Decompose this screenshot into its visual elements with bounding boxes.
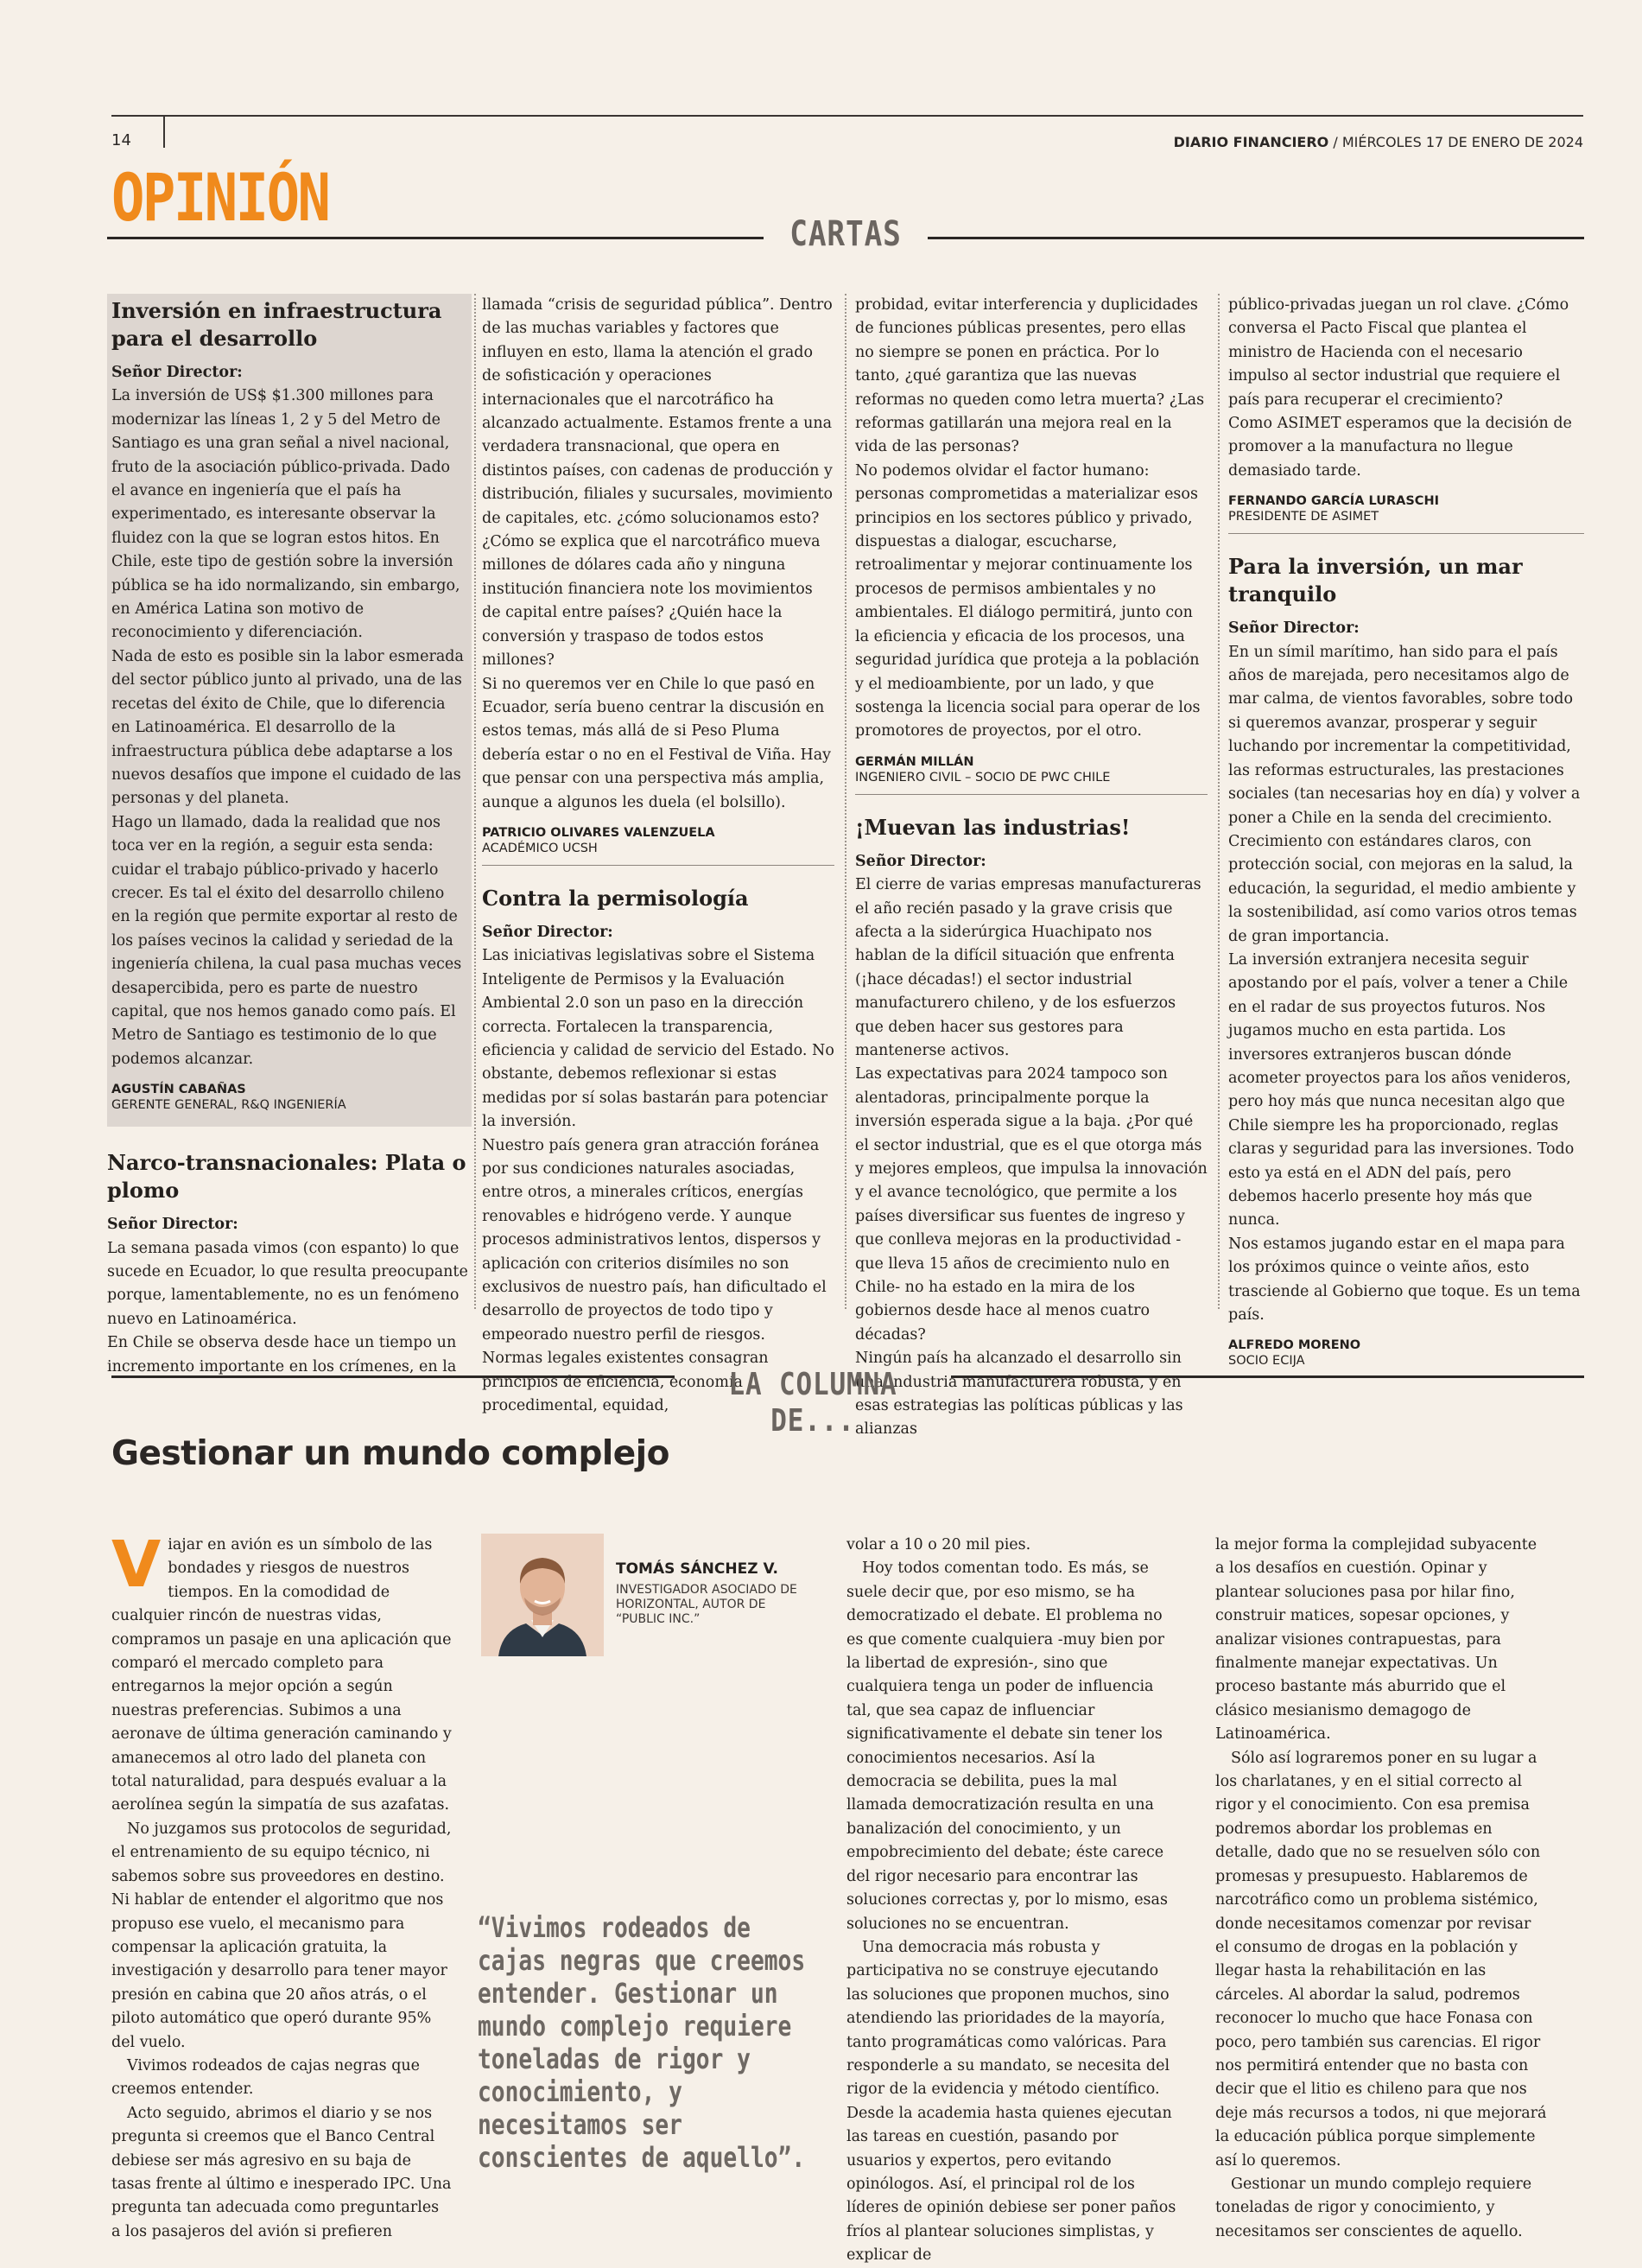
- header-tick: [163, 115, 165, 148]
- signer-role: PRESIDENTE DE ASIMET: [1228, 510, 1379, 524]
- letter-infraestructura: [107, 294, 472, 1127]
- column-paragraph: No juzgamos sus protocolos de seguridad, el entrenamiento de su equipo técnico, ni sabemos sobre sus proveedores en destino. Ni hablar de entender el algoritmo que nos propuso ese vuelo, el mecanismo para compensar la aplicación gratuita, la investigación y desarrollo para tener mayor presión en cabina que 20 años atrás, o el piloto automático que operó durante 95% del vuelo.: [111, 1820, 452, 2051]
- signer-role: GERENTE GENERAL, R&Q INGENIERÍA: [111, 1098, 346, 1113]
- column-paragraph: Gestionar un mundo complejo requiere toneladas de rigor y conocimiento, y necesitamos ser conscientes de aquello.: [1215, 2175, 1532, 2240]
- letter-paragraph: público-privadas juegan un rol clave. ¿Cómo conversa el Pacto Fiscal que plantea el ministro de Hacienda con el necesario impulso al sector industrial que requiere el país para recuperar el crecimiento?: [1228, 296, 1569, 409]
- author-name: TOMÁS SÁNCHEZ V.: [616, 1560, 778, 1578]
- signer-role: SOCIO ECIJA: [1228, 1354, 1305, 1369]
- letter-salutation: Señor Director:: [111, 364, 243, 381]
- letter-paragraph: Nuestro país genera gran atracción foránea por sus condiciones naturales asociadas, entre otros, a minerales críticos, energías renovables e hidrógeno verde. Y aunque procesos administrativos lentos, dispersos y aplicación con criterios disímiles no son exclusivos de nuestro país, han dificultado el desarrollo de proyectos de todo tipo y empeorado nuestro perfil de riesgos.: [482, 1136, 827, 1344]
- drop-cap: V: [111, 1528, 162, 1602]
- letter-paragraph: Crecimiento con estándares claros, con protección social, con mejoras en la salud, la educación, la seguridad, el medio ambiente y la sostenibilidad, así como varios otros temas de gran importancia.: [1228, 832, 1577, 945]
- letter-paragraph: Nada de esto es posible sin la labor esmerada del sector público junto al privado, una de las recetas del éxito de Chile, que lo diferencia en Latinoamérica. El desarrollo de la infraestructura pública debe adaptarse a los nuevos desafíos que impone el cuidado de las personas y del planeta.: [111, 647, 464, 808]
- author-portrait-icon: [481, 1534, 604, 1656]
- letter-paragraph: Como ASIMET esperamos que la decisión de promover a la manufactura no llegue demasiado tarde.: [1228, 415, 1572, 480]
- letter-separator: [482, 865, 834, 866]
- column-divider: [845, 294, 846, 1309]
- column-paragraph: Una democracia más robusta y participativa no se construye ejecutando las soluciones que proponen muchos, sino atendiendo las prioridades de la mayoría, tanto programáticas como valóricas. Para responderle a su mandato, se necesita del rigor de la evidencia y método científico. Desde la academia hasta quienes ejecutan las tareas en cuestión, pasando por usuarios y expertos, pero evitando opinólogos. Así, el principal rol de los líderes de opinión debiese ser poner paños fríos al plantear soluciones simplistas, y explicar de: [846, 1938, 1176, 2265]
- letter-paragraph: El cierre de varias empresas manufactureras el año recién pasado y la grave crisis que afecta a la siderúrgica Huachipato nos hablan de la difícil situación que enfrenta (¡hace décadas!) el sector industrial manufacturero chileno, y de los esfuerzos que deben hacer sus gestores para mantenerse activos.: [855, 876, 1201, 1059]
- letter-paragraph: llamada “crisis de seguridad pública”. Dentro de las muchas variables y factores que influyen en esto, llama la atención el grado de sofisticación y operaciones internacionales que el narcotráfico ha alcanzado actualmente. Estamos frente a una verdadera transnacional, que opera en distintos países, con cadenas de producción y distribución, filiales y sucursales, movimiento de capitales, etc. ¿cómo solucionamos esto?: [482, 296, 833, 527]
- letter-paragraph: probidad, evitar interferencia y duplicidades de funciones públicas presentes, pero ellas no siempre se ponen en práctica. Por lo tanto, ¿qué garantiza que las nuevas reformas no queden como letra muerta? ¿Las reformas gatillarán una mejora real en la vida de las personas?: [855, 296, 1205, 456]
- column-text-2: [846, 1534, 1178, 2265]
- letter-signature: [1228, 493, 1584, 533]
- letter-paragraph: No podemos olvidar el factor humano: personas comprometidas a materializar esos principios en los sectores público y privado, dispuestas a dialogar, escucharse, retroalimentar y mejorar continuamente los procesos de permisos ambientales y no ambientales. El diálogo permitirá, junto con la eficiencia y eficacia de los procesos, una seguridad jurídica que proteja a la población y el medioambiente, por un lado, y que sostenga la licencia social para operar de los promotores de proyectos, por el otro.: [855, 461, 1201, 740]
- column-text-3: [1215, 1534, 1547, 2240]
- letter-title: Para la inversión, un mar tranquilo: [1228, 554, 1523, 607]
- section-title: OPINIÓN: [111, 159, 329, 236]
- letter-signature: [482, 825, 834, 865]
- column-paragraph: Sólo así lograremos poner en su lugar a los charlatanes, y en el sitial correcto al rigor y el conocimiento. Con esa premisa podremos abordar los problemas en detalle, dado que no se resuelven sólo con promesas y presupuesto. Hablaremos de narcotráfico como un problema sistémico, donde necesitamos comenzar por revisar el consumo de drogas en la población y llegar hasta la rehabilitación en las cárceles. Al abordar la salud, podremos reconocer lo mucho que hace Fonasa con poco, pero también sus carencias. El rigor nos permitirá entender que no basta con decir que el litio es chileno para que nos deje más recursos a todos, ni que mejorará la educación pública porque simplemente así lo queremos.: [1215, 1749, 1547, 2170]
- letter-paragraph: Nos estamos jugando estar en el mapa para los próximos quince o veinte años, esto trasciende al Gobierno que toque. Es un tema país.: [1228, 1235, 1581, 1325]
- column-rule-left: [111, 1375, 675, 1378]
- letter-title: ¡Muevan las industrias!: [855, 814, 1131, 840]
- cartas-column-4: [1228, 294, 1584, 1369]
- letter-salutation: Señor Director:: [855, 852, 986, 870]
- letter-paragraph: Las iniciativas legislativas sobre el Sistema Inteligente de Permisos y la Evaluación Ambiental 2.0 son un paso en la dirección correcta. Fortalecen la transparencia, eficiencia y calidad de servicio del Estado. No obstante, debemos reflexionar si estas medidas por sí solas bastarán para potenciar la inversión.: [482, 947, 834, 1131]
- letter-title: Contra la permisología: [482, 885, 749, 911]
- letter-title: Inversión en infraestructura para el desarrollo: [111, 298, 442, 351]
- column-text-1: [111, 1528, 452, 2240]
- signer-role: ACADÉMICO UCSH: [482, 841, 598, 855]
- signer-role: INGENIERO CIVIL – SOCIO DE PWC CHILE: [855, 770, 1111, 785]
- column-paragraph: Acto seguido, abrimos el diario y se nos pregunta si creemos que el Banco Central debiese ser más agresivo en su baja de tasas frente al último e inesperado IPC. Una pregunta tan adecuada como preguntarles a los pasajeros del avión si prefieren: [111, 2104, 452, 2240]
- letter-paragraph: Las expectativas para 2024 tampoco son alentadoras, principalmente porque la inversión esperada sigue a la baja. ¿Por qué el sector industrial, que es el que otorga más y mejores empleos, que impulsa la innovación y el avance tecnológico, que permite a los países diversificar sus fuentes de ingreso y que conlleva mejoras en la productividad -que lleva 15 años de crecimiento nulo en Chile- no ha estado en la mira de los gobiernos desde hace al menos cuatro décadas?: [855, 1065, 1208, 1344]
- letter-signature: [855, 754, 1208, 794]
- column-paragraph: volar a 10 o 20 mil pies.: [846, 1536, 1031, 1553]
- signer-name: GERMÁN MILLÁN: [855, 754, 974, 769]
- column-paragraph: la mejor forma la complejidad subyacente a los desafíos en cuestión. Opinar y plantear soluciones pasa por hilar fino, construir matices, sopesar opciones, y analizar visiones contrapuestas, para finalmente manejar expectativas. Un proceso bastante más aburrido que el clásico mesianismo demagogo de Latinoamérica.: [1215, 1536, 1537, 1744]
- pull-quote: “Vivimos rodeados de cajas negras que creemos entender. Gestionar un mundo complejo requiere toneladas de rigor y conocimiento, y necesitamos ser conscientes de aquello”.: [478, 1911, 806, 2174]
- letter-salutation: Señor Director:: [1228, 619, 1360, 638]
- letter-signature: [1228, 1337, 1584, 1377]
- page-number: 14: [111, 131, 131, 149]
- column-first-text: iajar en avión es un símbolo de las bondades y riesgos de nuestros tiempos. En la comodidad de cualquier rincón de nuestras vidas, compramos un pasaje en una aplicación que comparó el mercado completo para entregarnos la mejor opción a según nuestras preferencias. Subimos a una aeronave de última generación caminando y amanecemos al otro lado del planeta con total naturalidad, para después evaluar a la aerolínea según la simpatía de sus azafatas.: [111, 1536, 452, 1814]
- signer-name: PATRICIO OLIVARES VALENZUELA: [482, 825, 715, 840]
- cartas-rule-right: [928, 237, 1584, 239]
- letter-title: Narco-transnacionales: Plata o plomo: [107, 1150, 466, 1204]
- letter-paragraph: En Chile se observa desde hace un tiempo un incremento importante en los crímenes, en la: [107, 1334, 457, 1375]
- letter-paragraph: Si no queremos ver en Chile lo que pasó en Ecuador, sería bueno centrar la discusión en estos temas, más allá de si Peso Pluma debería estar o no en el Festival de Viña. Hay que pensar con una perspectiva más amplia, aunque a algunos les duela (el bolsillo).: [482, 675, 832, 811]
- masthead: [1174, 134, 1583, 150]
- cartas-title: CARTAS: [789, 214, 902, 254]
- author-photo: [481, 1534, 604, 1656]
- letter-paragraph: La inversión de US$ $1.300 millones para modernizar las líneas 1, 2 y 5 del Metro de Santiago es una gran señal a nivel nacional, fruto de la asociación público-privada. Dado el avance en ingeniería que el país ha experimentado, es interesante observar la fluidez con la que se logran estos hitos. En Chile, este tipo de gestión sobre la inversión pública se ha ido normalizando, sin embargo, en América Latina son motivo de reconocimiento y diferenciación.: [111, 387, 460, 642]
- letter-paragraph: La inversión extranjera necesita seguir apostando por el país, volver a tener a Chile en el radar de sus proyectos futuros. Nos jugamos mucho en esta partida. Los inversores extranjeros buscan dónde acometer proyectos para los años venideros, pero hoy más que nunca necesitan algo que Chile siempre les ha proporcionado, reglas claras y seguridad para las inversiones. Todo esto ya está en el ADN del país, pero debemos hacerlo presente hoy más que nunca.: [1228, 950, 1575, 1229]
- letter-paragraph: En un símil marítimo, han sido para el país años de marejada, pero necesitamos algo de mar calma, de vientos favorables, sobre todo si queremos avanzar, prosperar y seguir luchando por incrementar la competitividad, las reformas estructurales, las prestaciones sociales (tan necesarias hoy en día) y volver a poner a Chile en la senda del crecimiento.: [1228, 643, 1581, 827]
- cartas-column-1: [107, 294, 472, 1375]
- cartas-rule-left: [107, 237, 764, 239]
- letter-salutation: Señor Director:: [107, 1216, 238, 1234]
- header-rule: [111, 115, 1583, 117]
- column-divider: [1218, 294, 1220, 1309]
- letter-paragraph: Hago un llamado, dada la realidad que nos toca ver en la región, a seguir esta senda: cuidar el trabajo público-privado y hacerlo crecer. Es tal el éxito del desarrollo chileno en la región que permite exportar al resto de los países vecinos la calidad y seriedad de la ingeniería chilena, la cual pasa muchas veces desapercibida, pero es parte de nuestro capital, que nos hemos ganado como país. El Metro de Santiago es testimonio de lo que podemos alcanzar.: [111, 813, 462, 1068]
- column-paragraph: Vivimos rodeados de cajas negras que creemos entender.: [111, 2056, 421, 2099]
- letter-paragraph: ¿Cómo se explica que el narcotráfico mueva millones de dólares cada año y ninguna institución financiera note los movimientos de capital entre países? ¿Quién hace la conversión y traspaso de todos estos millones?: [482, 533, 821, 670]
- column-paragraph: Hoy todos comentan todo. Es más, se suele decir que, por eso mismo, se ha democratizado el debate. El problema no es que comente cualquiera -muy bien por la libertad de expresión-, sino que cualquiera tenga un poder de influencia tal, que sea capaz de influenciar significativamente el debate sin tener los conocimientos necesarios. Así la democracia se debilita, pues la mal llamada democratización resulta en una banalización del conocimiento, y un empobrecimiento del debate; éste carece del rigor necesario para encontrar las soluciones correctas y, por lo mismo, esas soluciones no se encuentran.: [846, 1560, 1168, 1933]
- letter-separator: [855, 794, 1208, 795]
- letter-narco: [107, 1149, 472, 1379]
- publication-date: / MIÉRCOLES 17 DE ENERO DE 2024: [1328, 134, 1583, 150]
- signer-name: FERNANDO GARCÍA LURASCHI: [1228, 494, 1439, 509]
- column-headline: Gestionar un mundo complejo: [111, 1434, 669, 1473]
- column-section-title: LA COLUMNA DE...: [728, 1367, 897, 1439]
- publication-name: DIARIO FINANCIERO: [1173, 134, 1329, 150]
- letter-paragraph: Normas legales existentes consagran principios de eficiencia, economía procedimental, equidad,: [482, 1350, 769, 1415]
- column-paragraph: [111, 1528, 452, 1818]
- signer-name: ALFREDO MORENO: [1228, 1338, 1361, 1353]
- column-divider: [474, 294, 476, 1309]
- cartas-column-2: [482, 294, 834, 1415]
- cartas-column-3: [855, 294, 1208, 1439]
- signer-name: AGUSTÍN CABAÑAS: [111, 1083, 246, 1097]
- letter-salutation: Señor Director:: [482, 923, 613, 941]
- letter-signature: [111, 1082, 466, 1121]
- letter-paragraph: Ningún país ha alcanzado el desarrollo sin una industria manufacturera robusta, y en esas estrategias las políticas públicas y las alianzas: [855, 1350, 1183, 1439]
- author-role: INVESTIGADOR ASOCIADO DE HORIZONTAL, AUTOR DE “PUBLIC INC.”: [616, 1583, 797, 1626]
- author-box: [616, 1560, 797, 1627]
- letter-paragraph: La semana pasada vimos (con espanto) lo que sucede en Ecuador, lo que resulta preocupante porque, lamentablemente, no es un fenómeno nuevo en Latinoamérica.: [107, 1239, 468, 1328]
- column-rule-right: [951, 1375, 1584, 1378]
- letter-separator: [1228, 533, 1584, 534]
